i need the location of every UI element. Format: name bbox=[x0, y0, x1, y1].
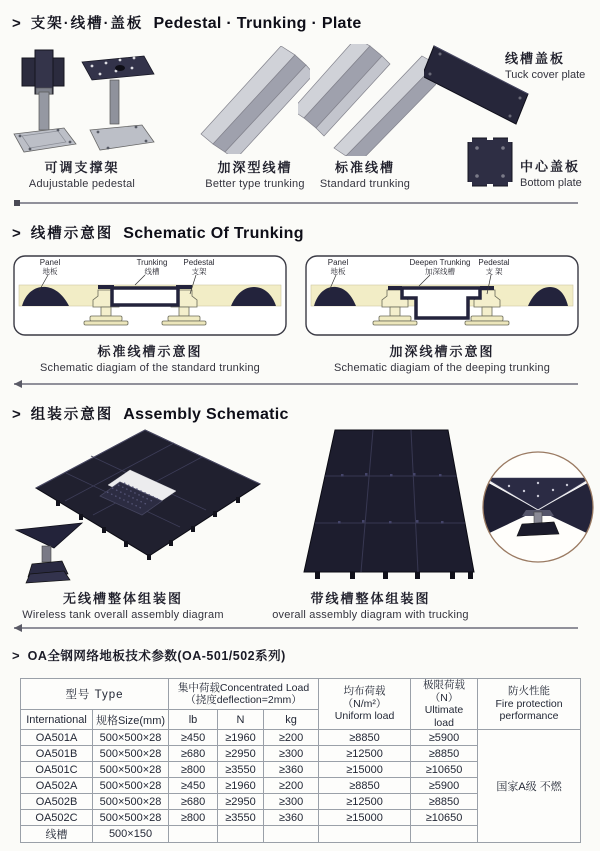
spec-table-title bbox=[12, 646, 286, 664]
uniform-line2: （N/m²） bbox=[342, 697, 387, 710]
caption-trunking-assembly bbox=[258, 588, 483, 621]
schematic-caption-en: Schematic diagiam of the standard trunking bbox=[40, 362, 260, 374]
assembly-caption-zh: 无线槽整体组装图 bbox=[62, 591, 183, 606]
product-name-en: Tuck cover plate bbox=[505, 69, 586, 81]
fire-line1: 防火性能 bbox=[508, 685, 551, 698]
section2-title-en: Schematic Of Trunking bbox=[123, 225, 304, 242]
col-kg: kg bbox=[264, 710, 319, 730]
cell: 500×500×28 bbox=[93, 730, 169, 746]
panel-label-zh: 地板 bbox=[330, 267, 346, 276]
panel-label-en: Panel bbox=[327, 258, 349, 267]
uniform-line1: 均布荷载 bbox=[343, 685, 386, 698]
product-name-en: Better type trunking bbox=[205, 178, 305, 190]
cell: ≥300 bbox=[264, 794, 319, 810]
col-size: 规格Size(mm) bbox=[93, 710, 169, 730]
cell: ≥800 bbox=[169, 762, 218, 778]
standard-trunking-photo bbox=[298, 44, 436, 156]
product-name-zh: 可调支撑架 bbox=[44, 160, 120, 175]
cell bbox=[411, 826, 478, 843]
col-ultimate-load bbox=[411, 679, 478, 730]
caption-deep-trunking bbox=[196, 157, 314, 190]
concentrated-line2: （挠度deflection=2mm） bbox=[185, 694, 302, 707]
cell: 500×150 bbox=[93, 826, 169, 843]
cell: ≥8850 bbox=[411, 794, 478, 810]
fire-line2: Fire protection bbox=[495, 697, 563, 710]
section-divider bbox=[14, 202, 578, 204]
trunking-label-zh: 加深线槽 bbox=[425, 267, 455, 276]
cell: 500×500×28 bbox=[93, 746, 169, 762]
section-marker-icon: > bbox=[12, 225, 21, 242]
fire-rating-cell: 国家A级 不燃 bbox=[478, 730, 581, 843]
trunking-label-en: Trunking bbox=[136, 258, 168, 267]
ultimate-line3: Ultimate bbox=[424, 704, 464, 717]
product-name-zh: 标准线槽 bbox=[334, 160, 395, 175]
cell: OA502B bbox=[21, 794, 93, 810]
table-header-row-1 bbox=[21, 679, 581, 710]
trunking-assembly-photo bbox=[295, 424, 595, 590]
panel-label-en: Panel bbox=[39, 258, 61, 267]
ultimate-line2: （N） bbox=[429, 691, 459, 704]
trunking-label-zh: 线槽 bbox=[144, 267, 160, 276]
col-fire-performance bbox=[478, 679, 581, 730]
section-divider bbox=[14, 383, 578, 385]
cell: 500×500×28 bbox=[93, 762, 169, 778]
concentrated-line1: 集中荷载Concentrated Load bbox=[177, 681, 310, 694]
cell: ≥12500 bbox=[319, 794, 411, 810]
cell: ≥2950 bbox=[218, 746, 264, 762]
pedestal-label-en: Pedestal bbox=[478, 258, 510, 267]
cell: ≥5900 bbox=[411, 778, 478, 794]
bottom-plate-photo bbox=[464, 134, 516, 190]
pedestal-label-zh: 支架 bbox=[191, 267, 207, 276]
cell bbox=[218, 826, 264, 843]
panel-label-zh: 地板 bbox=[42, 267, 58, 276]
cell: 线槽 bbox=[21, 826, 93, 843]
standard-trunking-schematic bbox=[12, 254, 288, 338]
cell: ≥10650 bbox=[411, 810, 478, 826]
schematic-caption-zh: 加深线槽示意图 bbox=[389, 344, 495, 359]
cell: ≥1960 bbox=[218, 730, 264, 746]
uniform-line3: Uniform load bbox=[334, 710, 395, 723]
cell: ≥3550 bbox=[218, 810, 264, 826]
cell: ≥12500 bbox=[319, 746, 411, 762]
cell: ≥15000 bbox=[319, 762, 411, 778]
cell bbox=[319, 826, 411, 843]
cell: ≥2950 bbox=[218, 794, 264, 810]
section-marker-icon: > bbox=[12, 406, 21, 423]
section1-header bbox=[12, 12, 362, 33]
col-international: International bbox=[21, 710, 93, 730]
cell: ≥15000 bbox=[319, 810, 411, 826]
wireless-assembly-photo bbox=[8, 426, 270, 588]
deep-trunking-photo bbox=[195, 46, 310, 154]
cell: ≥680 bbox=[169, 746, 218, 762]
assembly-caption-en: Wireless tank overall assembly diagram bbox=[22, 609, 224, 621]
cell: ≥1960 bbox=[218, 778, 264, 794]
section3-header bbox=[12, 403, 289, 424]
cell bbox=[169, 826, 218, 843]
label-tuck-cover-plate bbox=[505, 48, 585, 81]
label-bottom-plate bbox=[520, 156, 582, 189]
spec-table-title-text: OA全钢网络地板技术参数(OA-501/502系列) bbox=[27, 649, 286, 663]
deep-trunking-schematic bbox=[304, 254, 580, 338]
cell: 500×500×28 bbox=[93, 778, 169, 794]
cell: ≥3550 bbox=[218, 762, 264, 778]
col-concentrated-load bbox=[169, 679, 319, 710]
cell bbox=[264, 826, 319, 843]
section2-title-zh: 线槽示意图 bbox=[30, 226, 114, 242]
product-name-en: Adujustable pedestal bbox=[28, 178, 136, 190]
cell: ≥200 bbox=[264, 778, 319, 794]
section3-title-en: Assembly Schematic bbox=[123, 406, 289, 423]
section1-title-zh: 支架·线槽·盖板 bbox=[30, 16, 144, 32]
cell: OA502C bbox=[21, 810, 93, 826]
cell: ≥200 bbox=[264, 730, 319, 746]
caption-standard-schematic bbox=[12, 341, 288, 374]
pedestal-label-en: Pedestal bbox=[183, 258, 215, 267]
cell: ≥300 bbox=[264, 746, 319, 762]
caption-adjustable-pedestal bbox=[4, 157, 160, 190]
cell: 500×500×28 bbox=[93, 810, 169, 826]
col-n: N bbox=[218, 710, 264, 730]
schematic-caption-zh: 标准线槽示意图 bbox=[97, 344, 203, 359]
cell: OA501A bbox=[21, 730, 93, 746]
pedestal-label-zh: 支 架 bbox=[485, 267, 503, 276]
cell: ≥10650 bbox=[411, 762, 478, 778]
section-marker-icon: > bbox=[12, 15, 21, 32]
cell: OA502A bbox=[21, 778, 93, 794]
cell: ≥450 bbox=[169, 730, 218, 746]
adjustable-pedestal-photo bbox=[6, 44, 156, 156]
ultimate-line4: load bbox=[434, 716, 454, 729]
product-name-zh: 中心盖板 bbox=[520, 159, 581, 174]
caption-deep-schematic bbox=[304, 341, 580, 374]
cell: OA501C bbox=[21, 762, 93, 778]
product-name-zh: 加深型线槽 bbox=[217, 160, 293, 175]
section-divider bbox=[14, 627, 578, 629]
caption-wireless-assembly bbox=[18, 588, 228, 621]
cell: ≥8850 bbox=[319, 778, 411, 794]
cell: ≥800 bbox=[169, 810, 218, 826]
schematic-caption-en: Schematic diagiam of the deeping trunking bbox=[333, 362, 551, 374]
cell: ≥450 bbox=[169, 778, 218, 794]
cell: OA501B bbox=[21, 746, 93, 762]
section2-header bbox=[12, 222, 304, 243]
col-type: 型号 Type bbox=[21, 679, 169, 710]
cell: ≥360 bbox=[264, 762, 319, 778]
trunking-label-en: Deepen Trunking bbox=[409, 258, 471, 267]
caption-standard-trunking bbox=[302, 157, 428, 190]
table-row bbox=[21, 730, 581, 746]
product-name-en: Standard trunking bbox=[319, 178, 411, 190]
cell: ≥680 bbox=[169, 794, 218, 810]
section1-title-en: Pedestal · Trunking · Plate bbox=[153, 15, 362, 32]
cell: ≥8850 bbox=[411, 746, 478, 762]
ultimate-line1: 极限荷载 bbox=[423, 679, 466, 691]
cell: ≥8850 bbox=[319, 730, 411, 746]
fire-line3: performance bbox=[499, 710, 559, 723]
assembly-caption-zh: 带线槽整体组装图 bbox=[310, 591, 431, 606]
cell: ≥5900 bbox=[411, 730, 478, 746]
spec-table bbox=[20, 678, 581, 843]
assembly-caption-en: overall assembly diagram with trucking bbox=[272, 609, 469, 621]
col-uniform-load bbox=[319, 679, 411, 730]
cell: ≥360 bbox=[264, 810, 319, 826]
col-lb: lb bbox=[169, 710, 218, 730]
product-name-zh: 线槽盖板 bbox=[505, 51, 566, 66]
section-marker-icon: > bbox=[12, 648, 20, 663]
section3-title-zh: 组装示意图 bbox=[30, 407, 114, 423]
cell: 500×500×28 bbox=[93, 794, 169, 810]
product-name-en: Bottom plate bbox=[520, 177, 582, 189]
